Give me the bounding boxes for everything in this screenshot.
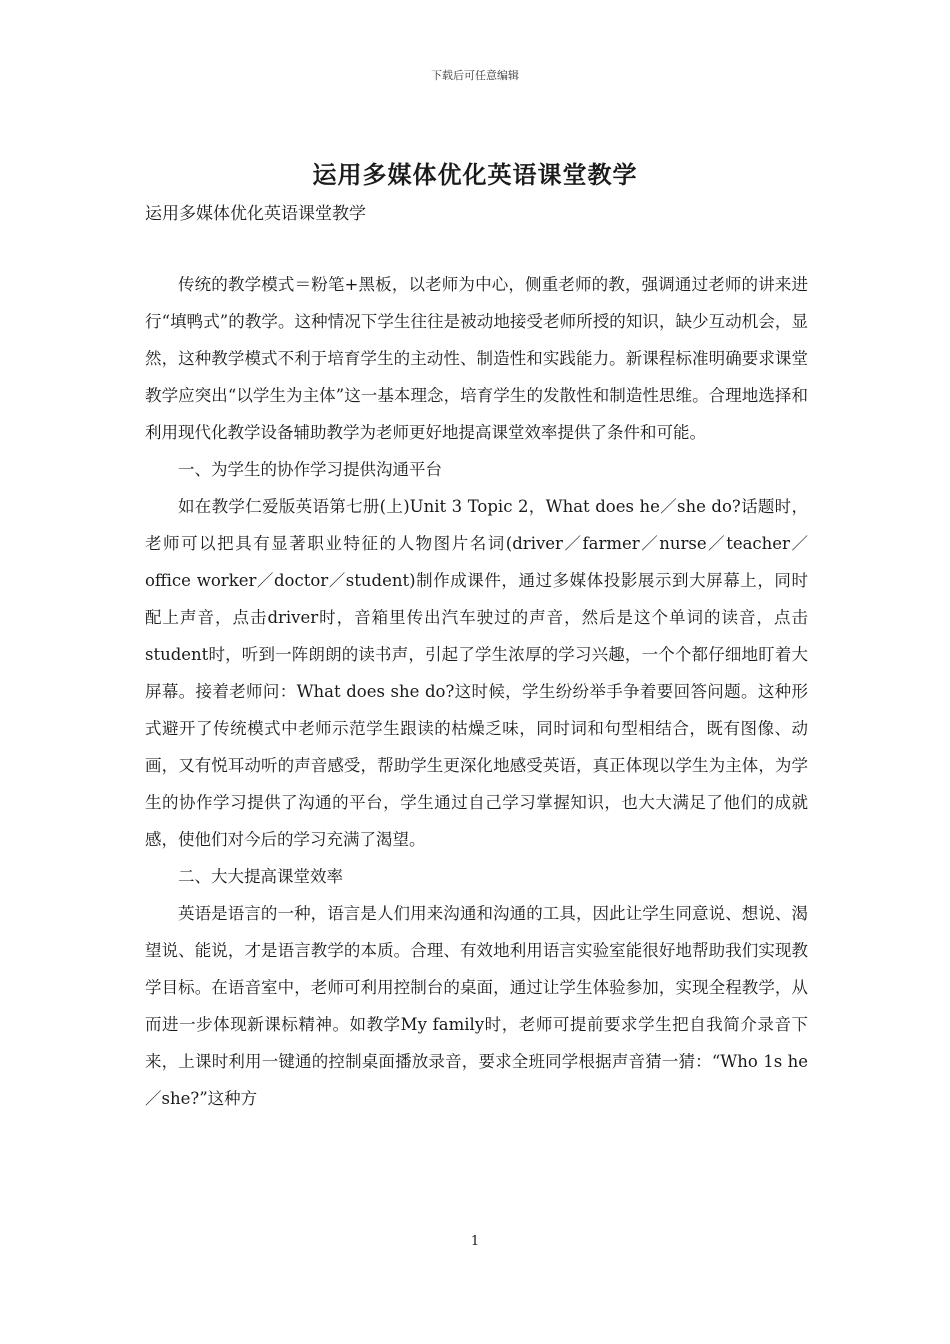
section-heading-1: 一、为学生的协作学习提供沟通平台 <box>178 460 442 479</box>
intro-paragraph: 传统的教学模式＝粉笔+黑板，以老师为中心，侧重老师的教，强调通过老师的讲来进行“填鸭式”的教学。这种情况下学生往往是被动地接受老师所授的知识，缺少互动机会，显然，这种教学模式不利于培育学生的主动性、制造性和实践能力。新课程标准明确要求课堂教学应突出“以学生为主体”这一基本理念，培育学生的发散性和制造性思维。合理地选择和利用现代化教学设备辅助教学为老师更好地提高课堂效率提供了条件和可能。 <box>145 275 808 442</box>
section-2-paragraph: 英语是语言的一种，语言是人们用来沟通和沟通的工具，因此让学生同意说、想说、渴望说、能说，才是语言教学的本质。合理、有效地利用语言实验室能很好地帮助我们实现教学目标。在语音室中，老师可利用控制台的桌面，通过让学生体验参加，实现全程教学，从而进一步体现新课标精神。如教学My family时，老师可提前要求学生把自我简介录音下来，上课时利用一键通的控制桌面播放录音，要求全班同学根据声音猜一猜：“Who 1s he／she?”这种方 <box>145 904 808 1108</box>
header-note: 下载后可任意编辑 <box>431 69 519 82</box>
document-title: 运用多媒体优化英语课堂教学 <box>312 160 638 189</box>
document-subtitle: 运用多媒体优化英语课堂教学 <box>145 204 366 224</box>
section-heading-2: 二、大大提高课堂效率 <box>178 867 343 886</box>
page-number: 1 <box>470 1234 480 1249</box>
document-body <box>145 266 808 1117</box>
section-1-paragraph: 如在教学仁爱版英语第七册(上)Unit 3 Topic 2，What does he／she do?话题时，老师可以把具有显著职业特征的人物图片名词(driver／farmer／nurse／teacher／office worker／doctor／student)制作成课件，通过多媒体投影展示到大屏幕上，同时配上声音，点击driver时，音箱里传出汽车驶过的声音，然后是这个单词的读音，点击student时，听到一阵朗朗的读书声，引起了学生浓厚的学习兴趣，一个个都仔细地盯着大屏幕。接着老师问：What does she do?这时候，学生纷纷举手争着要回答问题。这种形式避开了传统模式中老师示范学生跟读的枯燥乏味，同时词和句型相结合，既有图像、动画，又有悦耳动听的声音感受，帮助学生更深化地感受英语，真正体现以学生为主体，为学生的协作学习提供了沟通的平台，学生通过自己学习掌握知识，也大大满足了他们的成就感，使他们对今后的学习充满了渴望。 <box>145 497 808 849</box>
